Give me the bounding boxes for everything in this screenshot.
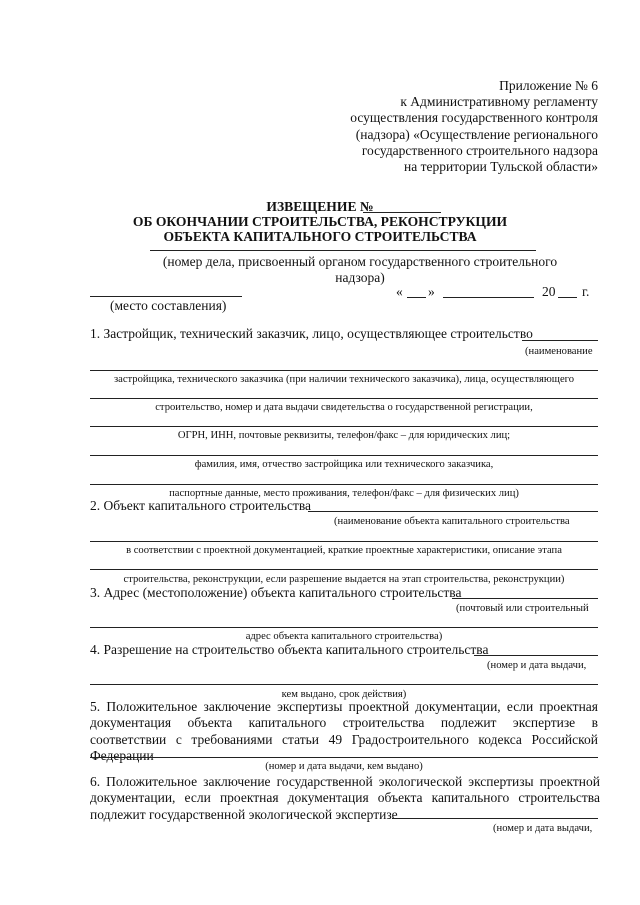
appendix-line: Приложение № 6 <box>499 78 598 93</box>
section-1-hint-5: фамилия, имя, отчество застройщика или технического заказчика, <box>194 459 494 470</box>
notice-number-line[interactable] <box>363 212 441 213</box>
section-1-label: 1. Застройщик, технический заказчик, лицо, осуществляющее строительство <box>90 326 533 341</box>
section-2-field[interactable] <box>308 511 598 512</box>
day-line[interactable] <box>407 297 426 298</box>
section-4-line-2[interactable] <box>90 684 598 685</box>
appendix-line: на территории Тульской области» <box>404 159 598 175</box>
section-4-hint-2: кем выдано, срок действия) <box>281 689 407 700</box>
section-1-line-5[interactable] <box>90 455 598 456</box>
section-1-line-4[interactable] <box>90 426 598 427</box>
section-3-line-2[interactable] <box>90 627 598 628</box>
case-number-line[interactable] <box>150 250 536 251</box>
notice-title-prefix: ИЗВЕЩЕНИЕ № <box>266 199 374 214</box>
section-4-label: 4. Разрешение на строительство объекта капитального строительства <box>90 642 489 657</box>
section-1-hint-2: застройщика, технического заказчика (при наличии технического заказчика), лица, осуществляющего <box>113 374 575 385</box>
section-1-hint-3: строительство, номер и дата выдачи свидетельства о государственной регистрации, <box>155 402 533 413</box>
section-6-field[interactable] <box>392 818 598 819</box>
section-2-label: 2. Объект капитального строительства <box>90 498 312 513</box>
section-5-line[interactable] <box>90 757 598 758</box>
appendix-line: (надзора) «Осуществление регионального <box>355 126 598 142</box>
place-hint: (место составления) <box>110 298 227 313</box>
case-hint-2: надзора) <box>335 270 385 285</box>
section-6-hint-1: (номер и дата выдачи, <box>493 823 593 834</box>
section-3-hint-2: адрес объекта капитального строительства) <box>245 631 443 642</box>
quote-close: » <box>428 284 435 299</box>
year-prefix: 20 <box>542 284 556 299</box>
section-1-hint-6: паспортные данные, место проживания, телефон/факс – для физических лиц) <box>169 488 519 499</box>
section-1-line-2[interactable] <box>90 370 598 371</box>
section-2-line-3[interactable] <box>90 569 598 570</box>
section-2-line-2[interactable] <box>90 541 598 542</box>
year-line[interactable] <box>558 297 577 298</box>
section-1-line-6[interactable] <box>90 484 598 485</box>
section-1-hint-4: ОГРН, ИНН, почтовые реквизиты, телефон/факс – для юридических лиц; <box>177 430 511 441</box>
section-3-field[interactable] <box>452 598 598 599</box>
notice-title-line3: ОБЪЕКТА КАПИТАЛЬНОГО СТРОИТЕЛЬСТВА <box>163 229 477 244</box>
month-line[interactable] <box>443 297 534 298</box>
section-2-hint-2: в соответствии с проектной документацией, краткие проектные характеристики, описание этапа <box>126 545 562 556</box>
section-5-hint-1: (номер и дата выдачи, кем выдано) <box>265 761 423 772</box>
section-4-field[interactable] <box>474 655 598 656</box>
appendix-line: к Административному регламенту <box>400 94 598 110</box>
case-hint-1: (номер дела, присвоенный органом государственного строительного <box>162 254 558 269</box>
section-1-hint-1: (наименование <box>525 346 593 357</box>
section-3-label: 3. Адрес (местоположение) объекта капитального строительства <box>90 585 462 600</box>
notice-title <box>0 199 640 214</box>
appendix-line: осуществления государственного контроля <box>350 110 598 126</box>
section-1-field[interactable] <box>522 340 598 341</box>
section-5-text: 5. Положительное заключение экспертизы проектной документации, если проектная документация объекта капитального строительства подлежит экспертизе в соответствии с требованиями статьи 49 Градостроительного кодекса Российской Федерации <box>90 699 598 763</box>
section-1-line-3[interactable] <box>90 398 598 399</box>
section-6-text: 6. Положительное заключение государственной экологической экспертизы проектной документации, если проектная документация объекта капитального строительства подлежит государственной экологической экспертизе <box>90 774 600 822</box>
section-2-hint-1: (наименование объекта капитального строительства <box>334 516 570 527</box>
section-2-hint-3: строительства, реконструкции, если разрешение выдается на этап строительства, реконструкции) <box>123 574 565 585</box>
section-4-hint-1: (номер и дата выдачи, <box>487 660 587 671</box>
appendix-line: государственного строительного надзора <box>361 142 598 158</box>
appendix-block <box>318 78 598 175</box>
notice-title-line2: ОБ ОКОНЧАНИИ СТРОИТЕЛЬСТВА, РЕКОНСТРУКЦИИ <box>132 214 508 229</box>
section-3-hint-1: (почтовый или строительный <box>456 603 589 614</box>
year-suffix: г. <box>582 284 590 299</box>
place-line[interactable] <box>90 296 242 297</box>
quote-open: « <box>396 284 403 299</box>
